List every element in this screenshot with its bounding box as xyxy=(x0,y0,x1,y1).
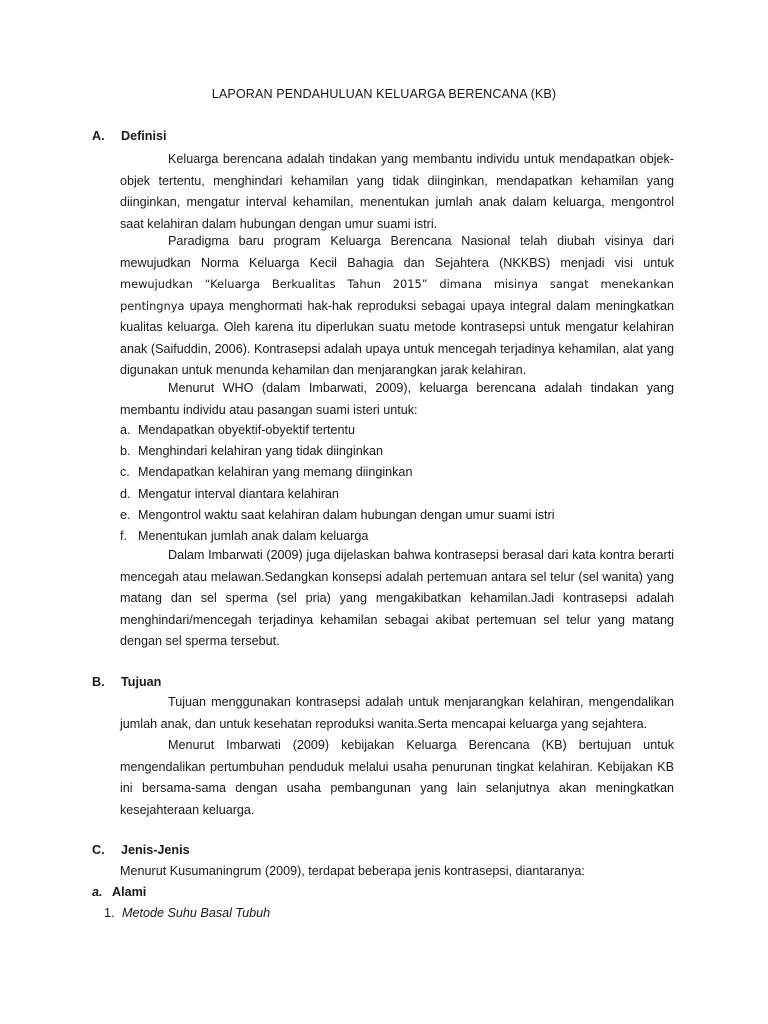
tujuan-paragraph-2: Menurut Imbarwati (2009) kebijakan Keluarga Berencana (KB) bertujuan untuk mengendalikan pertumbuhan penduduk melalui usaha penurunan tingkat kelahiran. Kebijakan KB ini bersama-sama dengan usaha pembangunan yang lain selanjutnya akan meningkatkan kesejahteraan keluarga. xyxy=(120,738,674,817)
section-b-letter: B. xyxy=(92,675,105,689)
list-item xyxy=(120,441,680,462)
tujuan-paragraph-1: Tujuan menggunakan kontrasepsi adalah untuk menjarangkan kelahiran, mengendalikan jumlah anak, dan untuk kesehatan reproduksi wanita.Serta mencapai keluarga yang sejahtera. xyxy=(120,695,674,731)
list-item-text: Mendapatkan kelahiran yang memang diinginkan xyxy=(138,465,413,480)
section-a-heading xyxy=(92,129,167,143)
method-item-marker: 1. xyxy=(104,906,115,920)
list-item-text: Menentukan jumlah anak dalam keluarga xyxy=(138,529,369,544)
who-goals-list xyxy=(120,420,680,547)
definisi-paragraph-3: Menurut WHO (dalam Imbarwati, 2009), keluarga berencana adalah tindakan yang membantu individu atau pasangan suami isteri untuk: xyxy=(120,381,674,417)
definisi-paragraph-1: Keluarga berencana adalah tindakan yang membantu individu untuk mendapatkan objek-objek tertentu, menghindari kehamilan yang tidak diinginkan, mendapatkan kehamilan yang diinginkan, mengatur interval kehamilan, menentukan jumlah anak dalam keluarga, mengontrol saat kelahiran dalam hubungan dengan umur suami istri. xyxy=(120,152,674,231)
list-item xyxy=(120,420,680,441)
subsection-title: Alami xyxy=(112,885,147,899)
section-c-title: Jenis-Jenis xyxy=(121,843,190,857)
definisi-paragraph-4: Dalam Imbarwati (2009) juga dijelaskan bahwa kontrasepsi berasal dari kata kontra berarti mencegah atau melawan.Sedangkan konsepsi adalah pertemuan antara sel telur (sel wanita) yang matang dan sel sperma (sel pria) yang mengakibatkan kehamilan.Jadi kontrasepsi adalah menghindari/mencegah terjadinya kehamilan sebagai akibat pertemuan sel telur yang matang dengan sel sperma tersebut. xyxy=(120,548,674,648)
section-b-heading xyxy=(92,675,161,689)
definisi-paragraph-2 xyxy=(120,231,674,382)
section-c-letter: C. xyxy=(92,843,105,857)
list-item-text: Mengatur interval diantara kelahiran xyxy=(138,486,339,501)
definisi-paragraph-2-highlight: mewujudkan “Keluarga Berkualitas Tahun 2015” dimana misinya sangat menekankan pentingnya xyxy=(120,277,674,313)
list-item-text: Mengontrol waktu saat kelahiran dalam hubungan dengan umur suami istri xyxy=(138,507,555,522)
list-item xyxy=(120,462,680,483)
list-item-marker: e. xyxy=(120,507,131,522)
method-item xyxy=(104,906,270,920)
jenis-intro: Menurut Kusumaningrum (2009), terdapat beberapa jenis kontrasepsi, diantaranya: xyxy=(120,864,585,878)
list-item-marker: b. xyxy=(120,444,131,459)
list-item-marker: d. xyxy=(120,486,131,501)
subsection-alami xyxy=(92,885,146,899)
list-item xyxy=(120,505,680,526)
definisi-paragraph-2-end: upaya menghormati hak-hak reproduksi sebagai upaya integral dalam meningkatkan kualitas keluarga. Oleh karena itu diperlukan suatu metode kontrasepsi untuk mengatur kelahiran anak (Saifuddin, 2006). Kontrasepsi adalah upaya untuk mencegah terjadinya kehamilan, alat yang digunakan untuk menunda kehamilan dan menjarangkan jarak kelahiran. xyxy=(120,298,674,377)
list-item xyxy=(120,484,680,505)
section-b-title: Tujuan xyxy=(121,675,162,689)
section-c-heading xyxy=(92,843,190,857)
method-item-text: Metode Suhu Basal Tubuh xyxy=(122,906,271,920)
section-a-letter: A. xyxy=(92,129,105,143)
list-item-marker: c. xyxy=(120,465,130,480)
list-item-text: Mendapatkan obyektif-obyektif tertentu xyxy=(138,423,356,437)
list-item-text: Menghindari kelahiran yang tidak diinginkan xyxy=(138,444,384,459)
subsection-marker: a. xyxy=(92,885,103,899)
definisi-paragraph-2-start: Paradigma baru program Keluarga Berencana Nasional telah diubah visinya dari mewujudkan Norma Keluarga Kecil Bahagia dan Sejahtera (NKKBS) menjadi visi untuk xyxy=(120,234,674,270)
list-item-marker: a. xyxy=(120,423,131,437)
section-a-title: Definisi xyxy=(121,129,167,143)
list-item-marker: f. xyxy=(120,529,127,544)
document-title: LAPORAN PENDAHULUAN KELUARGA BERENCANA (KB) xyxy=(211,87,557,101)
